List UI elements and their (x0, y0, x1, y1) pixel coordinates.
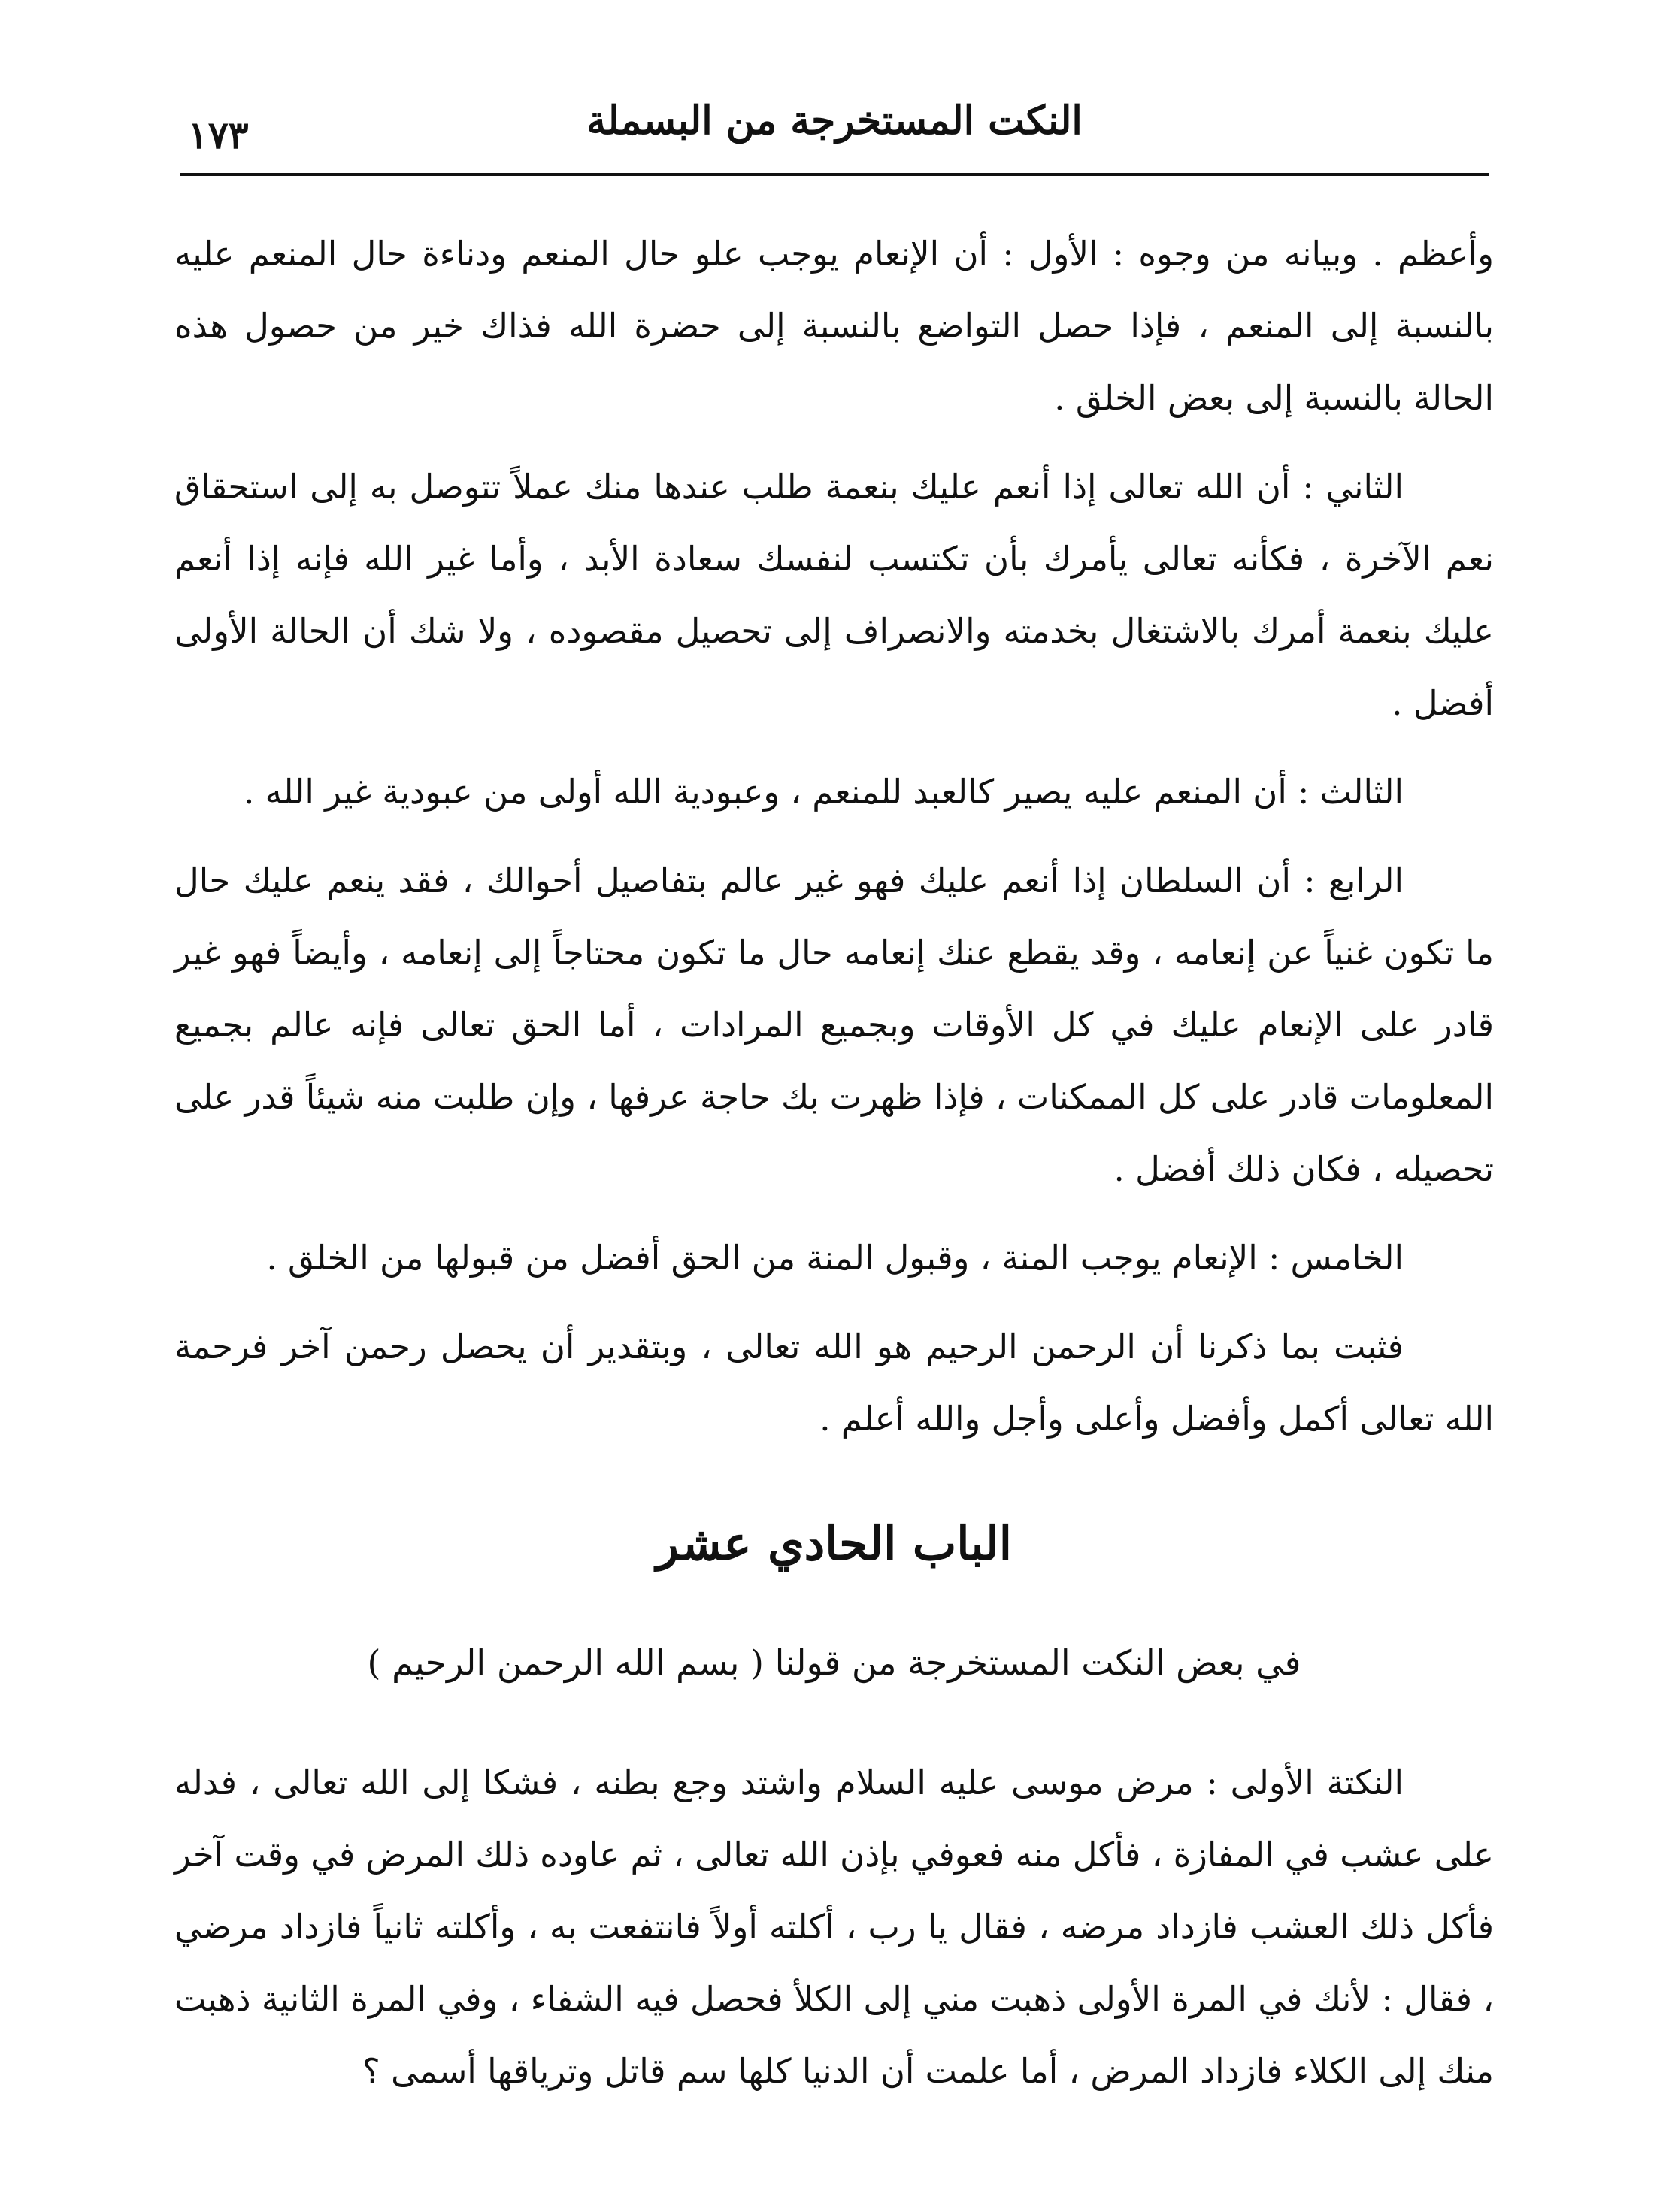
page-body (174, 218, 1494, 2124)
paragraph-first-point: النكتة الأولى : مرض موسى عليه السلام واشتد وجع بطنه ، فشكا إلى الله تعالى ، فدله على عشب في المفازة ، فأكل منه فعوفي بإذن الله تعالى ، ثم عاوده ذلك المرض في وقت آخر فأكل ذلك العشب فازداد مرضه ، فقال يا رب ، أكلته أولاً فانتفعت به ، وأكلته ثانياً فازداد مرضي ، فقال : لأنك في المرة الأولى ذهبت مني إلى الكلأ فحصل فيه الشفاء ، وفي المرة الثانية ذهبت منك إلى الكلاء فازداد المرض ، أما علمت أن الدنيا كلها سم قاتل وترياقها أسمى ؟ (174, 1763, 1494, 2091)
chapter-subtitle: في بعض النكت المستخرجة من قولنا ( بسم الله الرحمن الرحيم ) (367, 1642, 1301, 1683)
running-header-title: النكت المستخرجة من البسملة (586, 98, 1083, 144)
paragraph-conclusion: فثبت بما ذكرنا أن الرحمن الرحيم هو الله تعالى ، وبتقدير أن يحصل رحمن آخر فرحمة الله تعالى أكمل وأفضل وأعلى وأجل والله أعلم . (174, 1327, 1494, 1439)
paragraph-second: الثاني : أن الله تعالى إذا أنعم عليك بنعمة طلب عندها منك عملاً تتوصل به إلى استحقاق نعم الآخرة ، فكأنه تعالى يأمرك بأن تكتسب لنفسك سعادة الأبد ، وأما غير الله فإنه إذا أنعم عليك بنعمة أمرك بالاشتغال بخدمته والانصراف إلى تحصيل مقصوده ، ولا شك أن الحالة الأولى أفضل . (174, 467, 1494, 723)
page-number: ١٧٣ (188, 113, 249, 157)
running-header (180, 90, 1489, 176)
chapter-title: الباب الحادي عشر (656, 1516, 1012, 1571)
paragraph-intro: وأعظم . وبيانه من وجوه : الأول : أن الإنعام يوجب علو حال المنعم ودناءة حال المنعم عليه بالنسبة إلى المنعم ، فإذا حصل التواضع بالنسبة إلى حضرة الله فذاك خير من حصول هذه الحالة بالنسبة إلى بعض الخلق . (174, 234, 1494, 418)
paragraph-third: الثالث : أن المنعم عليه يصير كالعبد للمنعم ، وعبودية الله أولى من عبودية غير الله . (244, 772, 1404, 812)
paragraph-fourth: الرابع : أن السلطان إذا أنعم عليك فهو غير عالم بتفاصيل أحوالك ، فقد ينعم عليك حال ما تكون غنياً عن إنعامه ، وقد يقطع عنك إنعامه حال ما تكون محتاجاً إلى إنعامه ، وأيضاً فهو غير قادر على الإنعام عليك في كل الأوقات وبجميع المرادات ، أما الحق تعالى فإنه عالم بجميع المعلومات قادر على كل الممكنات ، فإذا ظهرت بك حاجة عرفها ، وإن طلبت منه شيئاً قدر على تحصيله ، فكان ذلك أفضل . (174, 861, 1494, 1189)
paragraph-fifth: الخامس : الإنعام يوجب المنة ، وقبول المنة من الحق أفضل من قبولها من الخلق . (266, 1238, 1404, 1278)
